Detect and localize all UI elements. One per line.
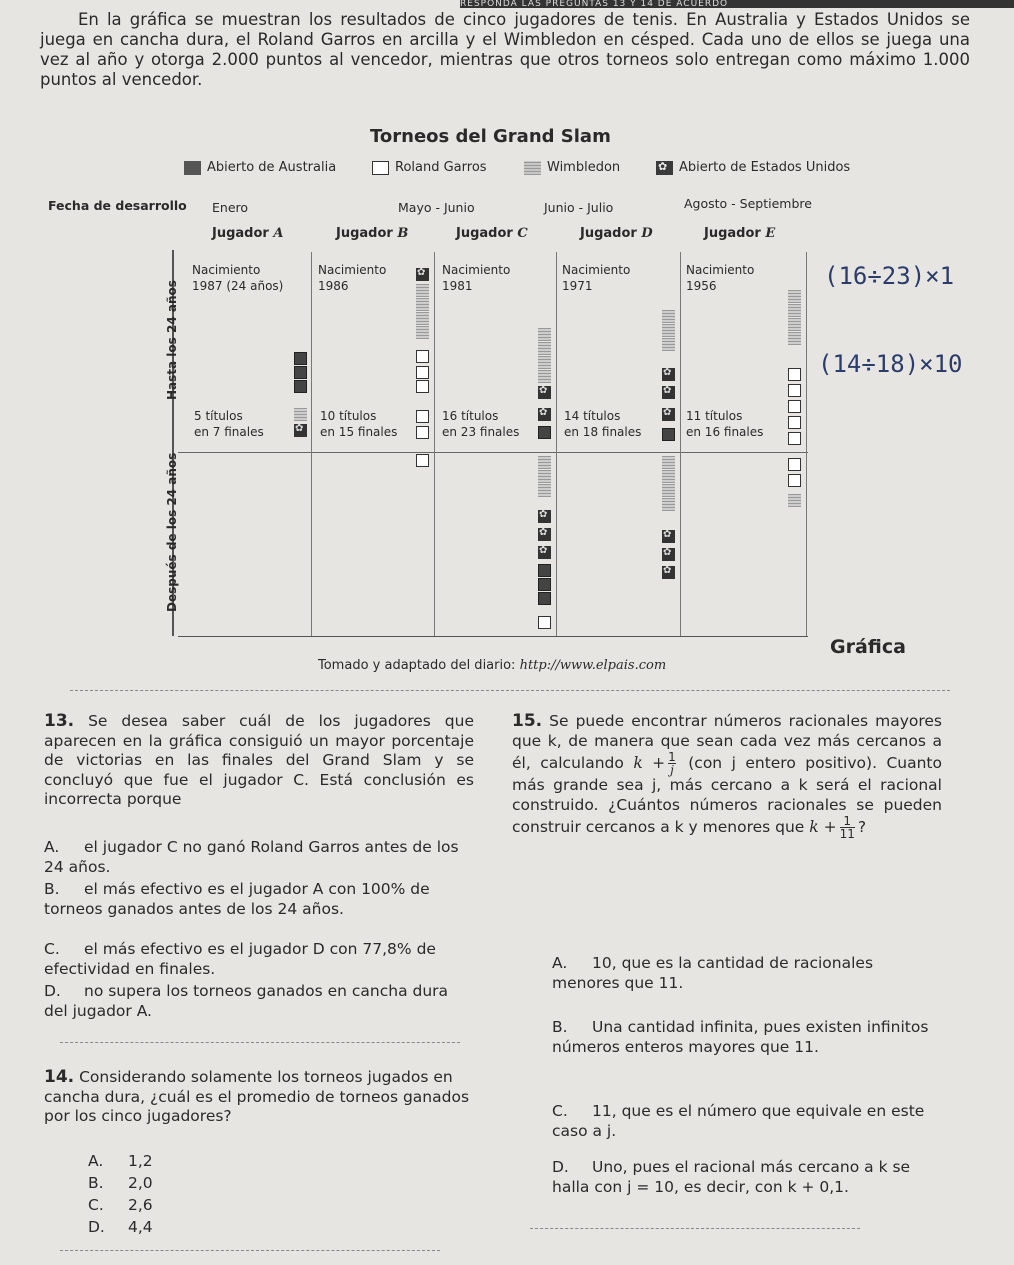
date-enero: Enero — [212, 200, 249, 215]
player-c-australia-title — [538, 426, 551, 439]
player-d-birth: Nacimiento 1971 — [562, 263, 631, 293]
player-c-wimbledon-title — [538, 456, 551, 469]
player-d-wimbledon-title — [662, 470, 675, 483]
handwritten-note-1: (16÷23)×1 — [824, 262, 955, 290]
intro-paragraph — [40, 10, 970, 90]
q15-option-a[interactable]: A. 10, que es la cantidad de racionales menores que 11. — [552, 954, 874, 992]
player-c-titles: 16 títulos en 23 finales — [442, 409, 520, 439]
player-e-roland-garros-title — [788, 458, 801, 471]
player-c-wimbledon-title — [538, 370, 551, 383]
legend-us-open: ✿ Abierto de Estados Unidos — [656, 160, 850, 175]
player-b-us-open-title — [416, 268, 429, 281]
player-c-roland-garros-title — [538, 616, 551, 629]
before-24-label: Hasta los 24 años — [165, 280, 179, 400]
player-c-wimbledon-title — [538, 484, 551, 497]
roland-garros-swatch — [372, 161, 389, 175]
player-d-us-open-title — [662, 386, 675, 399]
q15-option-d[interactable]: D. Uno, pues el racional más cercano a k se halla con j = 10, es decir, con k + 0,1. — [552, 1158, 911, 1196]
after-24-label: Después de los 24 años — [165, 452, 179, 612]
question-15: 15. Se puede encontrar números racionales mayores que k, de manera que sean cada vez más cercanos a él, calculando k + $\frac{1}{j}$ (con j entero positivo). Cuanto más grande sea j, más cercano a k será el racional construido. ¿Cuántos números racionales se pueden construir cercanos a k y menores que k + $\frac{1}{11}$ ? — [512, 711, 942, 841]
dates-label: Fecha de desarrollo — [48, 198, 187, 213]
q13-option-d[interactable]: D. no supera los torneos ganados en cancha dura del jugador A. — [44, 982, 449, 1020]
q13-option-a[interactable]: A. el jugador C no ganó Roland Garros antes de los 24 años. — [44, 838, 459, 876]
player-a-label: Jugador A — [212, 226, 284, 241]
player-e-roland-garros-title — [788, 384, 801, 397]
column-line-b — [434, 252, 435, 636]
player-b-wimbledon-title — [416, 326, 429, 339]
q15-option-b[interactable]: B. Una cantidad infinita, pues existen infinitos números enteros mayores que 11. — [552, 1018, 929, 1056]
date-mayo-junio: Mayo - Junio — [398, 200, 475, 215]
player-d-wimbledon-title — [662, 310, 675, 323]
handwritten-note-2: (14÷18)×10 — [818, 350, 963, 378]
column-line-c — [556, 252, 557, 636]
player-c-us-open-title — [538, 546, 551, 559]
column-line-a — [311, 252, 312, 636]
question-13: 13. Se desea saber cuál de los jugadores que aparecen en la gráfica consiguió un mayor porcentaje de victorias en las finales del Grand Slam y se concluyó que fue el jugador C. Está conclusión es incorrecta porque — [44, 711, 474, 808]
player-e-roland-garros-title — [788, 368, 801, 381]
player-b-wimbledon-title — [416, 284, 429, 297]
q14-option-d[interactable]: D. 4,4 — [88, 1218, 153, 1236]
chart-title: Torneos del Grand Slam — [370, 126, 611, 147]
player-e-roland-garros-title — [788, 400, 801, 413]
player-c-australia-title — [538, 592, 551, 605]
legend-roland-garros: Roland Garros — [372, 160, 487, 175]
player-e-wimbledon-title — [788, 494, 801, 507]
header-strip: RESPONDA LAS PREGUNTAS 13 Y 14 DE ACUERDO — [460, 0, 1014, 8]
player-d-us-open-title — [662, 530, 675, 543]
q14-option-a[interactable]: A. 1,2 — [88, 1152, 153, 1170]
player-d-wimbledon-title — [662, 484, 675, 497]
q15-option-c[interactable]: C. 11, que es el número que equivale en este caso a j. — [552, 1102, 925, 1140]
fraction-1-over-j: $\frac{1}{j}$ — [668, 750, 676, 777]
player-a-birth: Nacimiento 1987 (24 años) — [192, 263, 284, 293]
player-b-roland-garros-title — [416, 350, 429, 363]
section-divider — [60, 1250, 440, 1251]
player-b-roland-garros-title — [416, 380, 429, 393]
fraction-1-over-11: $\frac{1}{11}$ — [839, 814, 855, 841]
player-c-label: Jugador C — [456, 226, 528, 241]
player-b-wimbledon-title — [416, 298, 429, 311]
source-line: Tomado y adaptado del diario: http://www.elpais.com — [318, 658, 667, 673]
section-divider — [70, 690, 950, 691]
player-e-roland-garros-title — [788, 474, 801, 487]
australia-swatch — [184, 161, 201, 175]
player-e-label: Jugador E — [704, 226, 776, 241]
player-a-wimbledon-title — [294, 408, 307, 421]
player-b-birth: Nacimiento 1986 — [318, 263, 387, 293]
legend-wimbledon: Wimbledon — [524, 160, 620, 175]
player-b-label: Jugador B — [336, 226, 409, 241]
player-d-wimbledon-title — [662, 338, 675, 351]
player-d-us-open-title — [662, 368, 675, 381]
player-d-wimbledon-title — [662, 498, 675, 511]
player-d-wimbledon-title — [662, 324, 675, 337]
player-a-titles: 5 títulos en 7 finales — [194, 409, 264, 439]
player-e-wimbledon-title — [788, 332, 801, 345]
player-d-us-open-title — [662, 566, 675, 579]
us-open-swatch — [656, 161, 673, 175]
column-line-d — [680, 252, 681, 636]
player-c-us-open-title — [538, 510, 551, 523]
player-c-australia-title — [538, 564, 551, 577]
column-line-e — [806, 252, 807, 636]
player-c-wimbledon-title — [538, 470, 551, 483]
q13-option-b[interactable]: B. el más efectivo es el jugador A con 100% de torneos ganados antes de los 24 años. — [44, 880, 430, 918]
player-a-australia-title — [294, 366, 307, 379]
wimbledon-swatch — [524, 161, 541, 175]
player-a-australia-title — [294, 352, 307, 365]
player-b-roland-garros-title — [416, 454, 429, 467]
player-b-roland-garros-title — [416, 410, 429, 423]
age-24-divider — [178, 452, 808, 453]
player-c-australia-title — [538, 578, 551, 591]
player-e-wimbledon-title — [788, 318, 801, 331]
player-d-wimbledon-title — [662, 456, 675, 469]
player-c-wimbledon-title — [538, 342, 551, 355]
player-c-us-open-title — [538, 408, 551, 421]
player-e-roland-garros-title — [788, 416, 801, 429]
player-e-roland-garros-title — [788, 432, 801, 445]
player-e-titles: 11 títulos en 16 finales — [686, 409, 764, 439]
player-b-roland-garros-title — [416, 426, 429, 439]
date-junio-julio: Junio - Julio — [544, 200, 614, 215]
section-divider — [530, 1228, 860, 1229]
q14-option-c[interactable]: C. 2,6 — [88, 1196, 153, 1214]
source-url: http://www.elpais.com — [519, 658, 667, 673]
player-c-us-open-title — [538, 528, 551, 541]
player-c-birth: Nacimiento 1981 — [442, 263, 511, 293]
player-a-australia-title — [294, 380, 307, 393]
player-d-titles: 14 títulos en 18 finales — [564, 409, 642, 439]
player-d-us-open-title — [662, 548, 675, 561]
question-14: 14. Considerando solamente los torneos jugados en cancha dura, ¿cuál es el promedio de torneos ganados por los cinco jugadores? — [44, 1067, 470, 1125]
player-a-us-open-title — [294, 424, 307, 437]
player-d-australia-title — [662, 428, 675, 441]
grafica-label: Gráfica — [830, 636, 906, 658]
player-b-roland-garros-title — [416, 366, 429, 379]
section-divider — [60, 1042, 460, 1043]
player-c-wimbledon-title — [538, 328, 551, 341]
player-b-titles: 10 títulos en 15 finales — [320, 409, 398, 439]
player-c-wimbledon-title — [538, 356, 551, 369]
legend-australia: Abierto de Australia — [184, 160, 336, 175]
player-e-wimbledon-title — [788, 304, 801, 317]
player-b-wimbledon-title — [416, 312, 429, 325]
player-c-us-open-title — [538, 386, 551, 399]
q13-option-c[interactable]: C. el más efectivo es el jugador D con 77,8% de efectividad en finales. — [44, 940, 436, 978]
intro-text: En la gráfica se muestran los resultados de cinco jugadores de tenis. En Australia y Estados Unidos se juega en cancha dura, el Roland Garros en arcilla y el Wimbledon en césped. Cada uno de ellos se juega una vez al año y otorga 2.000 puntos al vencedor, mientras que otros torneos solo entregan como máximo 1.000 puntos al vencedor. — [40, 10, 970, 89]
bottom-axis — [178, 636, 808, 637]
date-agosto-septiembre: Agosto - Septiembre — [684, 196, 812, 211]
player-d-label: Jugador D — [580, 226, 653, 241]
player-e-birth: Nacimiento 1956 — [686, 263, 755, 293]
player-d-us-open-title — [662, 408, 675, 421]
q14-option-b[interactable]: B. 2,0 — [88, 1174, 153, 1192]
player-e-wimbledon-title — [788, 290, 801, 303]
